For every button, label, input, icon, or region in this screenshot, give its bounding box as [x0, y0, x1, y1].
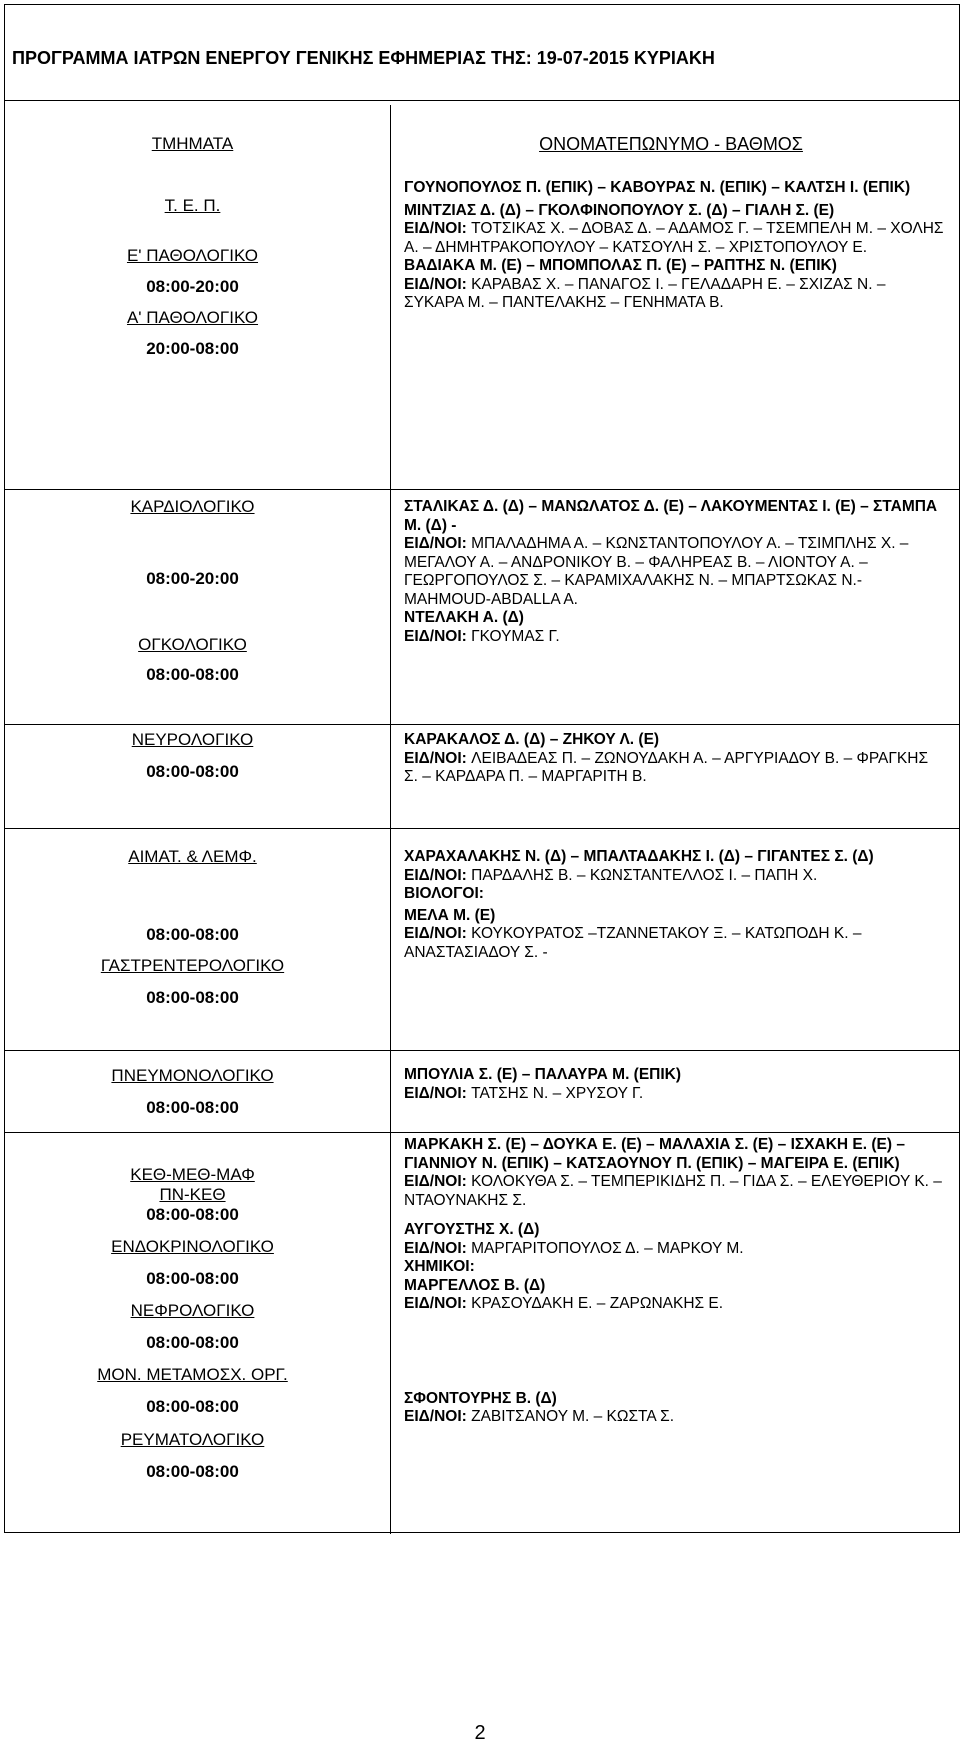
residents-label: ΕΙΔ/ΝΟΙ:: [404, 1084, 472, 1102]
department-name: ΡΕΥΜΑΤΟΛΟΓΙΚΟ: [120, 1430, 265, 1449]
doctors-line: ΜΠΟΥΛΙΑ Σ. (Ε) – ΠΑΛΑΥΡΑ Μ. (ΕΠΙΚ): [404, 1066, 682, 1083]
doctors-line: ΣΦΟΝΤΟΥΡΗΣ Β. (Δ): [404, 1389, 557, 1407]
shift-hours: 08:00-08:00: [146, 925, 239, 944]
residents-label: ΕΙΔ/ΝΟΙ:: [404, 749, 472, 767]
departments-header: ΤΜΗΜΑΤΑ: [151, 134, 234, 153]
residents-line: [404, 1240, 944, 1259]
doctors-line: ΣΤΑΛΙΚΑΣ Δ. (Δ) – ΜΑΝΩΛΑΤΟΣ Δ. (Ε) – ΛΑΚΟΥΜΕΝΤΑΣ Ι. (Ε) – ΣΤΑΜΠΑ Μ. (Δ) -: [404, 498, 938, 534]
departments-cell: [0, 847, 385, 1008]
residents-line: [404, 276, 944, 313]
doctors-line: ΓΟΥΝΟΠΟΥΛΟΣ Π. (ΕΠΙΚ) – ΚΑΒΟΥΡΑΣ Ν. (ΕΠΙΚ) – ΚΑΛΤΣΗ Ι. (ΕΠΙΚ): [404, 179, 911, 196]
residents-label: ΕΙΔ/ΝΟΙ:: [404, 925, 472, 942]
names-cell: [404, 179, 944, 313]
department-name: Ε' ΠΑΘΟΛΟΓΙΚΟ: [126, 246, 259, 265]
row-divider: [5, 1050, 960, 1051]
names-cell: [404, 731, 944, 787]
section-label: ΒΙΟΛΟΓΟΙ:: [404, 885, 484, 902]
residents-line: [404, 750, 944, 787]
residents-label: ΕΙΔ/ΝΟΙ:: [404, 1295, 472, 1312]
residents-names: ΚΟΛΟΚΥΘΑ Σ. – ΤΕΜΠΕΡΙΚΙΔΗΣ Π. – ΓΙΔΑ Σ. – ΕΛΕΥΘΕΡΙΟΥ Κ. – ΝΤΑΟΥΝΑΚΗΣ Σ.: [404, 1173, 942, 1209]
doctors-line: ΜΑΡΚΑΚΗ Σ. (Ε) – ΔΟΥΚΑ Ε. (Ε) – ΜΑΛΑΧΙΑ Σ. (Ε) – ΙΣΧΑΚΗ Ε. (Ε) – ΓΙΑΝΝΙΟΥ Ν. (ΕΠΙΚ) – ΚΑΤΣΑΟΥΝΟΥ Π. (ΕΠΙΚ) – ΜΑΓΕΙΡΑ Ε. (ΕΠΙΚ): [404, 1136, 905, 1172]
residents-line: [404, 535, 944, 609]
residents-label: ΕΙΔ/ΝΟΙ:: [404, 275, 472, 293]
row-divider: [5, 489, 960, 490]
names-cell: [404, 498, 944, 646]
residents-names: ΚΡΑΣΟΥΔΑΚΗ Ε. – ΖΑΡΩΝΑΚΗΣ Ε.: [471, 1295, 724, 1312]
residents-line: [404, 628, 944, 647]
residents-names: ΠΑΡΔΑΛΗΣ Β. – ΚΩΝΣΤΑΝΤΕΛΛΟΣ Ι. – ΠΑΠΗ Χ.: [471, 866, 818, 884]
department-name: ΑΙΜΑΤ. & ΛΕΜΦ.: [128, 847, 257, 866]
row-divider: [5, 724, 960, 725]
shift-hours: 08:00-08:00: [146, 1462, 239, 1481]
department-name: ΝΕΥΡΟΛΟΓΙΚΟ: [131, 730, 254, 749]
residents-names: ΜΑΡΓΑΡΙΤΟΠΟΥΛΟΣ Δ. – ΜΑΡΚΟΥ Μ.: [471, 1239, 744, 1257]
row-divider: [5, 828, 960, 829]
doctors-line: ΜΑΡΓΕΛΛΟΣ Β. (Δ): [404, 1276, 546, 1294]
residents-names: ΜΠΑΛΑΔΗΜΑ Α. – ΚΩΝΣΤΑΝΤΟΠΟΥΛΟΥ Α. – ΤΣΙΜΠΛΗΣ Χ. – ΜΕΓΑΛΟΥ Α. – ΑΝΔΡΟΝΙΚΟΥ Β. – ΦΑΛΗΡΕΑΣ Β. – ΛΙΟΝΤΟΥ Α. – ΓΕΩΡΓΟΠΟΥΛΟΣ Σ. – ΚΑΡΑΜΙΧΑΛΑΚΗΣ Ν. – ΜΠΑΡΤΣΩΚΑΣ Ν.- MAHMOUD-ABDALLA A.: [404, 535, 909, 608]
residents-label: ΕΙΔ/ΝΟΙ:: [404, 627, 472, 645]
residents-line: [404, 220, 944, 257]
residents-names: ΚΑΡΑΒΑΣ Χ. – ΠΑΝΑΓΟΣ Ι. – ΓΕΛΑΔΑΡΗ Ε. – ΣΧΙΖΑΣ Ν. – ΣΥΚΑΡΑ Μ. – ΠΑΝΤΕΛΑΚΗΣ – ΓΕΝΗΜΑΤΑ Β.: [404, 275, 886, 311]
residents-names: ΓΚΟΥΜΑΣ Γ.: [471, 627, 560, 645]
residents-names: ΤΟΤΣΙΚΑΣ Χ. – ΔΟΒΑΣ Δ. – ΑΔΑΜΟΣ Γ. – ΤΣΕΜΠΕΛΗ Μ. – ΧΟΛΗΣ Α. – ΔΗΜΗΤΡΑΚΟΠΟΥΛΟΥ – ΚΑΤΣΟΥΛΗ Σ. – ΧΡΙΣΤΟΠΟΥΛΟΥ Ε.: [404, 220, 944, 256]
departments-cell: [0, 196, 385, 359]
shift-hours: 08:00-08:00: [146, 1333, 239, 1352]
residents-line: [404, 1295, 944, 1314]
title-divider: [5, 100, 960, 101]
doctors-line: ΑΥΓΟΥΣΤΗΣ Χ. (Δ): [404, 1221, 540, 1238]
shift-hours: 20:00-08:00: [146, 339, 239, 358]
residents-label: ΕΙΔ/ΝΟΙ:: [404, 866, 472, 884]
departments-cell: [0, 730, 385, 782]
names-cell: [404, 1136, 944, 1427]
residents-label: ΕΙΔ/ΝΟΙ:: [404, 1173, 472, 1190]
department-name: Τ. Ε. Π.: [164, 196, 221, 215]
residents-names: ΤΑΤΣΗΣ Ν. – ΧΡΥΣΟΥ Γ.: [471, 1084, 644, 1102]
row-divider: [5, 1132, 960, 1133]
shift-hours: 08:00-08:00: [146, 1098, 239, 1117]
shift-hours: 08:00-08:00: [146, 762, 239, 781]
department-name: ΠΝ-ΚΕΘ: [159, 1185, 226, 1204]
departments-cell: [0, 1066, 385, 1118]
department-name: ΚΑΡΔΙΟΛΟΓΙΚΟ: [130, 497, 255, 516]
doctors-line: ΜΕΛΑ Μ. (Ε): [404, 906, 496, 924]
residents-names: ΚΟΥΚΟΥΡΑΤΟΣ –ΤΖΑΝΝΕΤΑΚΟΥ Ξ. – ΚΑΤΩΠΟΔΗ Κ. – ΑΝΑΣΤΑΣΙΑΔΟΥ Σ. -: [404, 925, 862, 961]
residents-names: ΛΕΙΒΑΔΕΑΣ Π. – ΖΩΝΟΥΔΑΚΗ Α. – ΑΡΓΥΡΙΑΔΟΥ Β. – ΦΡΑΓΚΗΣ Σ. – ΚΑΡΔΑΡΑ Π. – ΜΑΡΓΑΡΙΤΗ Β.: [404, 749, 929, 785]
shift-hours: 08:00-08:00: [146, 665, 239, 684]
shift-hours: 08:00-08:00: [146, 1205, 239, 1224]
residents-label: ΕΙΔ/ΝΟΙ:: [404, 1239, 472, 1257]
shift-hours: 08:00-20:00: [146, 569, 239, 588]
shift-hours: 08:00-08:00: [146, 1397, 239, 1416]
doctors-line: ΜΙΝΤΖΙΑΣ Δ. (Δ) – ΓΚΟΛΦΙΝΟΠΟΥΛΟΥ Σ. (Δ) – ΓΙΑΛΗ Σ. (Ε): [404, 201, 835, 219]
page-title: ΠΡΟΓΡΑΜΜΑ ΙΑΤΡΩΝ ΕΝΕΡΓΟΥ ΓΕΝΙΚΗΣ ΕΦΗΜΕΡΙΑΣ ΤΗΣ: 19-07-2015 ΚΥΡΙΑΚΗ: [12, 48, 715, 68]
section-label: ΧΗΜΙΚΟΙ:: [404, 1258, 475, 1275]
department-name: ΟΓΚΟΛΟΓΙΚΟ: [138, 635, 247, 654]
names-cell: [404, 848, 944, 962]
departments-cell: [0, 497, 385, 685]
department-name: ΠΝΕΥΜΟΝΟΛΟΓΙΚΟ: [111, 1066, 274, 1085]
department-name: Α' ΠΑΘΟΛΟΓΙΚΟ: [126, 308, 259, 327]
department-name: ΓΑΣΤΡΕΝΤΕΡΟΛΟΓΙΚΟ: [100, 956, 285, 975]
department-name: ΚΕΘ-ΜΕΘ-ΜΑΦ: [130, 1165, 255, 1184]
residents-line: [404, 1085, 944, 1104]
departments-cell: [0, 1165, 385, 1482]
residents-line: [404, 867, 944, 886]
doctors-line: ΒΑΔΙΑΚΑ Μ. (Ε) – ΜΠΟΜΠΟΛΑΣ Π. (Ε) – ΡΑΠΤΗΣ Ν. (ΕΠΙΚ): [404, 257, 837, 274]
residents-names: ΖΑΒΙΤΣΑΝΟΥ Μ. – ΚΩΣΤΑ Σ.: [471, 1408, 675, 1425]
department-name: ΕΝΔΟΚΡΙΝΟΛΟΓΙΚΟ: [111, 1237, 274, 1256]
doctors-line: ΝΤΕΛΑΚΗ Α. (Δ): [404, 609, 524, 626]
names-header: ΟΝΟΜΑΤΕΠΩΝΥΜΟ - ΒΑΘΜΟΣ: [539, 134, 803, 154]
doctors-line: ΧΑΡΑΧΑΛΑΚΗΣ Ν. (Δ) – ΜΠΑΛΤΑΔΑΚΗΣ Ι. (Δ) – ΓΙΓΑΝΤΕΣ Σ. (Δ): [404, 848, 874, 865]
page-number: 2: [474, 1722, 486, 1744]
names-cell: [404, 1066, 944, 1103]
doctors-line: ΚΑΡΑΚΑΛΟΣ Δ. (Δ) – ΖΗΚΟΥ Λ. (Ε): [404, 731, 660, 748]
residents-label: ΕΙΔ/ΝΟΙ:: [404, 535, 472, 552]
residents-line: [404, 925, 944, 962]
shift-hours: 08:00-20:00: [146, 277, 239, 296]
residents-label: ΕΙΔ/ΝΟΙ:: [404, 220, 472, 237]
department-name: ΜΟΝ. ΜΕΤΑΜΟΣΧ. ΟΡΓ.: [97, 1365, 288, 1384]
shift-hours: 08:00-08:00: [146, 988, 239, 1007]
residents-label: ΕΙΔ/ΝΟΙ:: [404, 1408, 472, 1425]
residents-line: [404, 1173, 944, 1210]
column-divider: [390, 105, 391, 1534]
residents-line: [404, 1408, 944, 1427]
shift-hours: 08:00-08:00: [146, 1269, 239, 1288]
department-name: ΝΕΦΡΟΛΟΓΙΚΟ: [130, 1301, 255, 1320]
